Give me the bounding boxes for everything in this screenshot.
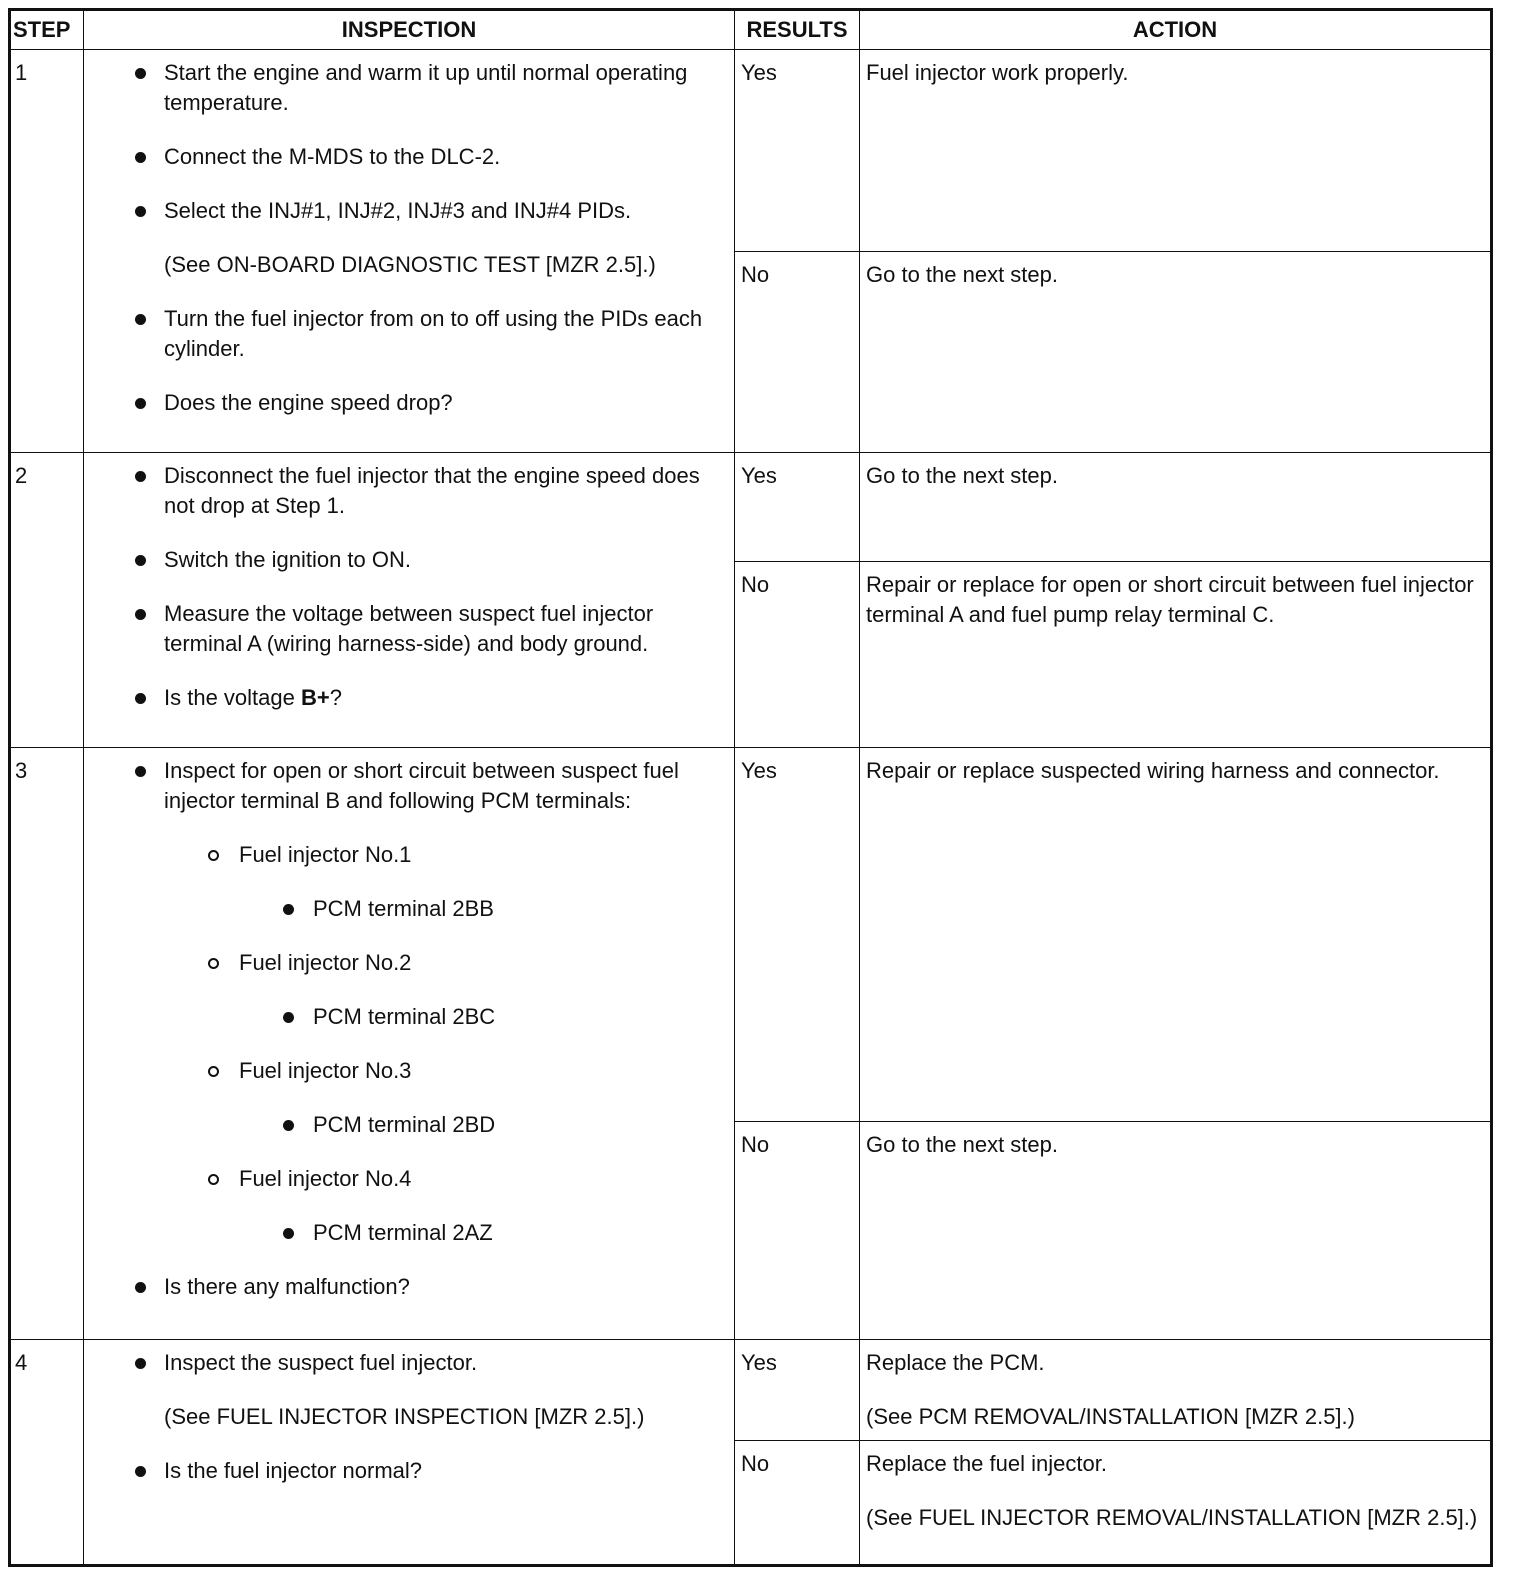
inspection-text: Select the INJ#1, INJ#2, INJ#3 and INJ#4 PIDs.: [164, 198, 632, 223]
result-no: No: [735, 562, 860, 748]
action-text: Replace the PCM.: [866, 1350, 1045, 1375]
inspection-item: [84, 58, 714, 118]
open-circle-bullet-icon: [208, 1174, 219, 1185]
bullet-icon: [135, 1466, 146, 1477]
header-row: [10, 10, 1492, 50]
inspection-text: Disconnect the fuel injector that the engine speed does not drop at Step 1.: [164, 463, 700, 518]
inspection-text: PCM terminal 2AZ: [313, 1220, 493, 1245]
inspection-text: Fuel injector No.2: [239, 950, 412, 975]
bullet-icon: [135, 471, 146, 482]
action-text: Repair or replace for open or short circuit between fuel injector terminal A and fuel pump relay terminal C.: [866, 572, 1474, 627]
inspection-item: [84, 1110, 714, 1140]
action-text: Go to the next step.: [866, 1132, 1059, 1157]
step-number: 1: [10, 50, 84, 453]
result-yes: Yes: [735, 50, 860, 252]
inspection-text-after: ?: [329, 685, 342, 710]
action-cell: [860, 1340, 1492, 1441]
result-yes: Yes: [735, 748, 860, 1122]
bullet-icon: [135, 609, 146, 620]
header-results: RESULTS: [735, 10, 860, 50]
table-row: [10, 748, 1492, 1122]
inspection-text: Fuel injector No.4: [239, 1166, 412, 1191]
inspection-item: [84, 250, 714, 280]
action-text: Replace the fuel injector.: [866, 1451, 1107, 1476]
bullet-icon: [135, 766, 146, 777]
inspection-item: [84, 142, 714, 172]
bullet-icon: [283, 904, 294, 915]
inspection-item: [84, 894, 714, 924]
open-circle-bullet-icon: [208, 850, 219, 861]
result-yes: Yes: [735, 453, 860, 562]
bullet-icon: [135, 314, 146, 325]
table-row: [10, 50, 1492, 252]
inspection-item: [84, 599, 714, 659]
inspection-cell: [84, 50, 735, 453]
inspection-item: [84, 388, 714, 418]
action-text: Repair or replace suspected wiring harness and connector.: [866, 758, 1440, 783]
step-number: 3: [10, 748, 84, 1340]
inspection-text: Start the engine and warm it up until normal operating temperature.: [164, 60, 688, 115]
inspection-item: [84, 1056, 714, 1086]
inspection-item: [84, 683, 714, 713]
inspection-text: Connect the M-MDS to the DLC-2.: [164, 144, 501, 169]
inspection-item: [84, 1218, 714, 1248]
action-text: (See PCM REMOVAL/INSTALLATION [MZR 2.5].): [866, 1404, 1355, 1429]
inspection-item: [84, 756, 714, 816]
bullet-icon: [135, 1358, 146, 1369]
inspection-text: PCM terminal 2BD: [313, 1112, 496, 1137]
header-inspection: INSPECTION: [84, 10, 735, 50]
inspection-text: Inspect the suspect fuel injector.: [164, 1350, 478, 1375]
inspection-text: Inspect for open or short circuit between suspect fuel injector terminal B and following PCM terminals:: [164, 758, 679, 813]
bullet-icon: [135, 152, 146, 163]
inspection-text: Is the voltage: [164, 685, 301, 710]
inspection-item: [84, 304, 714, 364]
inspection-bold-text: B+: [300, 685, 330, 710]
bullet-icon: [283, 1120, 294, 1131]
bullet-icon: [283, 1012, 294, 1023]
inspection-text: Turn the fuel injector from on to off using the PIDs each cylinder.: [164, 306, 703, 361]
step-number: 2: [10, 453, 84, 748]
bullet-icon: [135, 398, 146, 409]
bullet-icon: [135, 1282, 146, 1293]
inspection-item: [84, 1272, 714, 1302]
inspection-text: Measure the voltage between suspect fuel injector terminal A (wiring harness-side) and body ground.: [164, 601, 654, 656]
inspection-item: [84, 1348, 714, 1378]
inspection-cell: [84, 748, 735, 1340]
inspection-item: [84, 196, 714, 226]
inspection-item: [84, 948, 714, 978]
inspection-item: [84, 1164, 714, 1194]
action-text: Fuel injector work properly.: [866, 60, 1129, 85]
result-no: No: [735, 1441, 860, 1566]
inspection-item: [84, 545, 714, 575]
header-action: ACTION: [860, 10, 1492, 50]
inspection-text: (See FUEL INJECTOR INSPECTION [MZR 2.5].): [164, 1404, 645, 1429]
action-text: Go to the next step.: [866, 463, 1059, 488]
open-circle-bullet-icon: [208, 1066, 219, 1077]
action-cell: [860, 1122, 1492, 1340]
inspection-item: [84, 1002, 714, 1032]
inspection-text: PCM terminal 2BC: [313, 1004, 496, 1029]
bullet-icon: [135, 693, 146, 704]
result-yes: Yes: [735, 1340, 860, 1441]
inspection-cell: [84, 1340, 735, 1566]
inspection-text: Is the fuel injector normal?: [164, 1458, 423, 1483]
action-text: (See FUEL INJECTOR REMOVAL/INSTALLATION [MZR 2.5].): [866, 1505, 1478, 1530]
result-no: No: [735, 252, 860, 453]
header-step: STEP: [10, 10, 84, 50]
open-circle-bullet-icon: [208, 958, 219, 969]
bullet-icon: [135, 555, 146, 566]
action-cell: [860, 453, 1492, 562]
inspection-text: Fuel injector No.1: [239, 842, 412, 867]
bullet-icon: [135, 206, 146, 217]
inspection-text: Fuel injector No.3: [239, 1058, 412, 1083]
table-row: [10, 1340, 1492, 1441]
action-cell: [860, 562, 1492, 748]
inspection-cell: [84, 453, 735, 748]
inspection-item: [84, 461, 714, 521]
action-text: Go to the next step.: [866, 262, 1059, 287]
action-cell: [860, 748, 1492, 1122]
action-cell: [860, 252, 1492, 453]
result-no: No: [735, 1122, 860, 1340]
inspection-text: Does the engine speed drop?: [164, 390, 453, 415]
action-cell: [860, 1441, 1492, 1566]
action-cell: [860, 50, 1492, 252]
inspection-text: Switch the ignition to ON.: [164, 547, 412, 572]
inspection-item: [84, 1402, 714, 1432]
troubleshooting-table: [8, 8, 1493, 1567]
bullet-icon: [283, 1228, 294, 1239]
inspection-text: PCM terminal 2BB: [313, 896, 494, 921]
inspection-item: [84, 1456, 714, 1486]
bullet-icon: [135, 68, 146, 79]
inspection-text: Is there any malfunction?: [164, 1274, 410, 1299]
inspection-item: [84, 840, 714, 870]
step-number: 4: [10, 1340, 84, 1566]
table-row: [10, 453, 1492, 562]
inspection-text: (See ON-BOARD DIAGNOSTIC TEST [MZR 2.5].): [164, 252, 656, 277]
